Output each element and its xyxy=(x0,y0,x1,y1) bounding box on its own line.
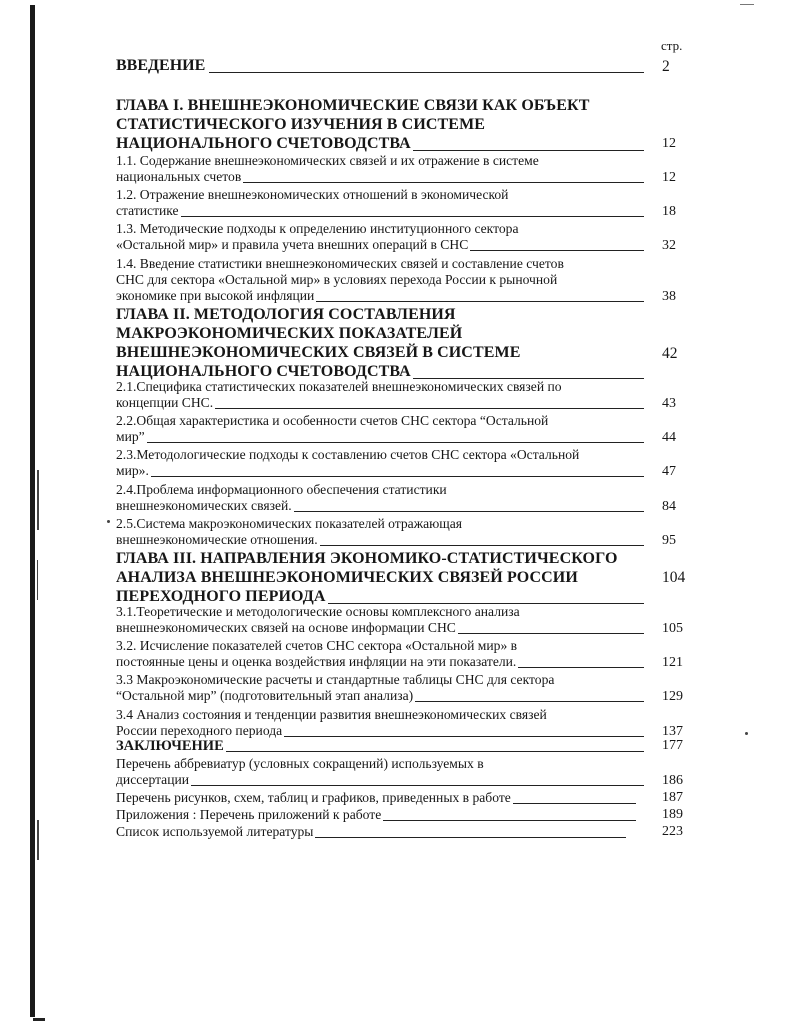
scan-speck xyxy=(37,470,39,530)
toc-entry-introduction[interactable] xyxy=(116,56,670,75)
toc-entry-title-line: внешнеэкономических связей на основе информации СНС xyxy=(116,620,456,635)
toc-entry-title-line: 2.1.Специфика статистических показателей внешнеэкономических связей по xyxy=(116,379,562,394)
leader-line xyxy=(513,803,636,804)
toc-entry-title-line: концепции СНС. xyxy=(116,395,214,410)
toc-entry-title-line: статистике xyxy=(116,203,179,218)
toc-entry-section-1-4[interactable] xyxy=(116,256,676,304)
leader-line xyxy=(226,751,644,752)
toc-entry-page: 177 xyxy=(662,738,683,753)
toc-entry-chapter-3[interactable] xyxy=(116,549,686,606)
leader-line xyxy=(181,216,644,217)
leader-line xyxy=(151,476,644,477)
leader-line xyxy=(320,545,644,546)
toc-entry-title-line: России переходного периода xyxy=(116,723,283,738)
leader-line xyxy=(191,785,644,786)
toc-entry-title-line: НАЦИОНАЛЬНОГО СЧЕТОВОДСТВА xyxy=(116,363,411,380)
toc-entry-title-line: ВНЕШНЕЭКОНОМИЧЕСКИХ СВЯЗЕЙ В СИСТЕМЕ xyxy=(116,344,521,361)
toc-entry-section-3-2[interactable] xyxy=(116,638,683,670)
toc-entry-page: 43 xyxy=(662,396,676,411)
toc-entry-title-line: 3.4 Анализ состояния и тенденции развития внешнеэкономических связей xyxy=(116,707,547,722)
scan-speck xyxy=(37,560,38,600)
toc-entry-title-line: 3.2. Исчисление показателей счетов СНС сектора «Остальной мир» в xyxy=(116,638,518,653)
leader-line xyxy=(147,442,644,443)
toc-entry-title: ВВЕДЕНИЕ xyxy=(116,57,206,74)
toc-entry-title-line: ПЕРЕХОДНОГО ПЕРИОДА xyxy=(116,588,326,605)
toc-entry-title-line: 1.3. Методические подходы к определению институционного сектора xyxy=(116,221,519,236)
toc-entry-page: 186 xyxy=(662,773,683,788)
toc-entry-title-line: «Остальной мир» и правила учета внешних операций в СНС xyxy=(116,237,469,252)
toc-entry-title-line: “Остальной мир” (подготовительный этап анализа) xyxy=(116,688,414,703)
page-column-label: стр. xyxy=(661,38,683,53)
toc-entry-page: 38 xyxy=(662,289,676,304)
toc-entry-title-line: Перечень аббревиатур (условных сокращений) используемых в xyxy=(116,756,484,771)
toc-entry-title-line: 3.1.Теоретические и методологические основы комплексного анализа xyxy=(116,604,520,619)
scan-speck xyxy=(33,1018,45,1021)
toc-entry-section-2-3[interactable] xyxy=(116,447,676,479)
toc-entry-title-line: ГЛАВА II. МЕТОДОЛОГИЯ СОСТАВЛЕНИЯ xyxy=(116,306,456,323)
toc-entry-page: 189 xyxy=(662,807,683,822)
toc-entry-title-line: диссертации xyxy=(116,772,190,787)
toc-entry-title-line: ГЛАВА I. ВНЕШНЕЭКОНОМИЧЕСКИЕ СВЯЗИ КАК ОБЪЕКТ xyxy=(116,97,590,114)
toc-entry-page: 105 xyxy=(662,621,683,636)
toc-entry-page: 44 xyxy=(662,430,676,445)
toc-entry-title-line: 1.1. Содержание внешнеэкономических связей и их отражение в системе xyxy=(116,153,539,168)
toc-entry-chapter-1[interactable] xyxy=(116,96,676,153)
leader-line xyxy=(413,150,644,151)
toc-entry-page: 42 xyxy=(662,345,678,362)
toc-entry-page: 95 xyxy=(662,533,676,548)
toc-entry-section-3-4[interactable] xyxy=(116,707,683,739)
toc-entry-title-line: постоянные цены и оценка воздействия инфляции на эти показатели. xyxy=(116,654,517,669)
toc-entry-title-line: мир” xyxy=(116,429,145,444)
scan-speck xyxy=(745,732,748,735)
toc-entry-title-line: внешнеэкономические отношения. xyxy=(116,532,318,547)
leader-line xyxy=(209,72,644,73)
toc-entry-title-line: мир». xyxy=(116,463,149,478)
toc-entry-title-line: 2.3.Методологические подходы к составлению счетов СНС сектора «Остальной xyxy=(116,447,580,462)
toc-entry-page: 104 xyxy=(662,569,686,586)
scan-speck xyxy=(107,520,110,523)
scan-edge-bar xyxy=(30,5,35,1017)
toc-entry-page: 12 xyxy=(662,136,676,151)
toc-entry-page: 12 xyxy=(662,170,676,185)
toc-entry-title-line: внешнеэкономических связей. xyxy=(116,498,292,513)
toc-entry-title-line: МАКРОЭКОНОМИЧЕСКИХ ПОКАЗАТЕЛЕЙ xyxy=(116,325,463,342)
leader-line xyxy=(470,250,644,251)
scan-edge-mark xyxy=(740,4,754,5)
leader-line xyxy=(458,633,644,634)
toc-entry-title: Приложения : Перечень приложений к работе xyxy=(116,807,382,822)
toc-entry-title-line: 2.4.Проблема информационного обеспечения статистики xyxy=(116,482,447,497)
toc-entry-title-line: 3.3 Макроэкономические расчеты и стандартные таблицы СНС для сектора xyxy=(116,672,555,687)
leader-line xyxy=(415,701,644,702)
leader-line xyxy=(316,301,644,302)
toc-entry-abbreviations[interactable] xyxy=(116,756,683,788)
leader-line xyxy=(518,667,644,668)
toc-entry-title-line: НАЦИОНАЛЬНОГО СЧЕТОВОДСТВА xyxy=(116,135,411,152)
toc-entry-section-2-5[interactable] xyxy=(116,516,676,548)
toc-entry-page: 18 xyxy=(662,204,676,219)
toc-entry-title-line: 1.4. Введение статистики внешнеэкономических связей и составление счетов xyxy=(116,256,564,271)
toc-entry-section-3-3[interactable] xyxy=(116,672,683,704)
toc-entry-title-line: национальных счетов xyxy=(116,169,242,184)
toc-entry-section-1-1[interactable] xyxy=(116,153,676,185)
toc-entry-figures-list[interactable] xyxy=(116,790,683,806)
toc-entry-title-line: 2.2.Общая характеристика и особенности счетов СНС сектора “Остальной xyxy=(116,413,549,428)
toc-entry-title-line: АНАЛИЗА ВНЕШНЕЭКОНОМИЧЕСКИХ СВЯЗЕЙ РОССИИ xyxy=(116,569,578,586)
toc-entry-page: 2 xyxy=(662,58,670,75)
toc-entry-page: 121 xyxy=(662,655,683,670)
toc-entry-title-line: СНС для сектора «Остальной мир» в условиях перехода России к рыночной xyxy=(116,272,558,287)
toc-entry-page: 129 xyxy=(662,689,683,704)
toc-entry-page: 137 xyxy=(662,724,683,739)
toc-entry-title-line: ГЛАВА III. НАПРАВЛЕНИЯ ЭКОНОМИКО-СТАТИСТИЧЕСКОГО xyxy=(116,550,618,567)
toc-entry-conclusion[interactable] xyxy=(116,738,683,754)
leader-line xyxy=(315,837,626,838)
toc-entry-title-line: экономике при высокой инфляции xyxy=(116,288,315,303)
toc-entry-section-2-4[interactable] xyxy=(116,482,676,514)
toc-entry-page: 84 xyxy=(662,499,676,514)
toc-entry-chapter-2[interactable] xyxy=(116,305,678,381)
toc-entry-title: Список используемой литературы xyxy=(116,824,314,839)
toc-entry-page: 47 xyxy=(662,464,676,479)
toc-entry-appendices[interactable] xyxy=(116,807,683,823)
leader-line xyxy=(383,820,636,821)
toc-entry-title: ЗАКЛЮЧЕНИЕ xyxy=(116,738,224,754)
leader-line xyxy=(243,182,644,183)
toc-entry-section-2-2[interactable] xyxy=(116,413,676,445)
leader-line xyxy=(284,736,644,737)
leader-line xyxy=(215,408,644,409)
toc-entry-title: Перечень рисунков, схем, таблиц и графиков, приведенных в работе xyxy=(116,790,511,805)
toc-entry-section-1-3[interactable] xyxy=(116,221,676,253)
toc-entry-page: 32 xyxy=(662,238,676,253)
toc-entry-references[interactable] xyxy=(116,824,683,840)
toc-entry-title-line: 1.2. Отражение внешнеэкономических отношений в экономической xyxy=(116,187,509,202)
toc-entry-section-3-1[interactable] xyxy=(116,604,683,636)
toc-entry-title-line: 2.5.Система макроэкономических показателей отражающая xyxy=(116,516,463,531)
toc-entry-page: 187 xyxy=(662,790,683,805)
toc-entry-section-2-1[interactable] xyxy=(116,379,676,411)
toc-entry-section-1-2[interactable] xyxy=(116,187,676,219)
toc-entry-title-line: СТАТИСТИЧЕСКОГО ИЗУЧЕНИЯ В СИСТЕМЕ xyxy=(116,116,486,133)
toc-entry-page: 223 xyxy=(662,824,683,839)
scan-speck xyxy=(37,820,39,860)
leader-line xyxy=(294,511,644,512)
